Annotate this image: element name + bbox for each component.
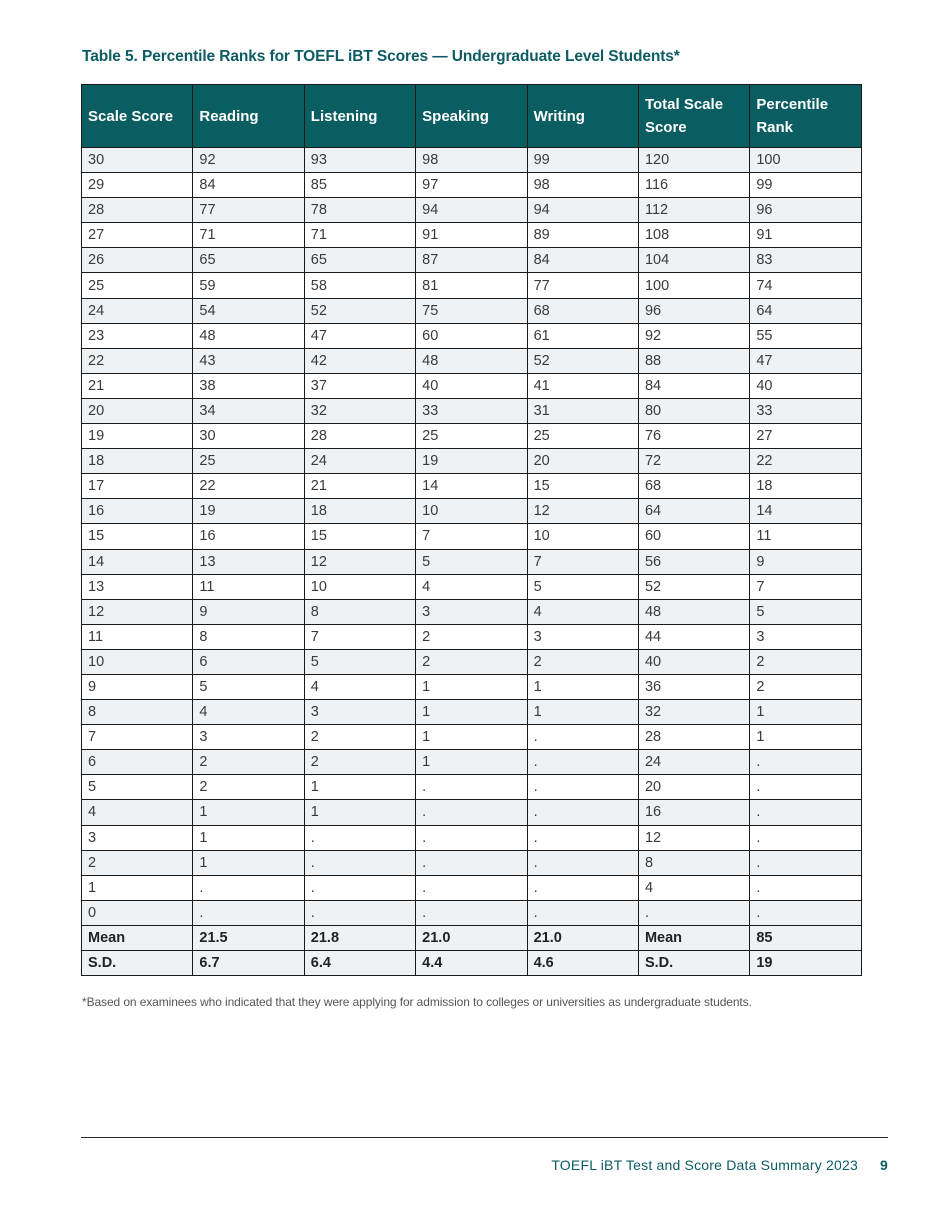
summary-cell: Mean bbox=[82, 925, 193, 950]
column-header: Listening bbox=[304, 85, 415, 148]
table-cell: 48 bbox=[416, 348, 527, 373]
table-cell: 10 bbox=[527, 524, 638, 549]
table-cell: . bbox=[304, 825, 415, 850]
table-cell: 4 bbox=[527, 599, 638, 624]
summary-cell: S.D. bbox=[82, 951, 193, 976]
table-cell: 1 bbox=[527, 700, 638, 725]
table-cell: 36 bbox=[638, 674, 749, 699]
table-cell: 59 bbox=[193, 273, 304, 298]
table-cell: . bbox=[750, 775, 861, 800]
table-cell: 84 bbox=[193, 173, 304, 198]
table-row bbox=[82, 624, 862, 649]
table-cell: 13 bbox=[193, 549, 304, 574]
table-cell: 33 bbox=[750, 398, 861, 423]
table-body bbox=[82, 148, 862, 926]
table-cell: 28 bbox=[304, 424, 415, 449]
table-cell: 9 bbox=[193, 599, 304, 624]
table-cell: . bbox=[416, 825, 527, 850]
table-cell: 65 bbox=[304, 248, 415, 273]
table-cell: . bbox=[416, 875, 527, 900]
table-cell: 38 bbox=[193, 373, 304, 398]
table-cell: 25 bbox=[193, 449, 304, 474]
table-row bbox=[82, 348, 862, 373]
table-cell: 68 bbox=[638, 474, 749, 499]
table-cell: 10 bbox=[82, 649, 193, 674]
table-title: Table 5. Percentile Ranks for TOEFL iBT Scores — Undergraduate Level Students* bbox=[82, 48, 680, 65]
table-cell: 91 bbox=[416, 223, 527, 248]
table-cell: 22 bbox=[82, 348, 193, 373]
table-cell: . bbox=[193, 900, 304, 925]
table-cell: 72 bbox=[638, 449, 749, 474]
table-cell: 84 bbox=[527, 248, 638, 273]
table-cell: 18 bbox=[304, 499, 415, 524]
table-cell: 12 bbox=[638, 825, 749, 850]
summary-cell: 6.4 bbox=[304, 951, 415, 976]
summary-cell: 21.0 bbox=[416, 925, 527, 950]
table-cell: . bbox=[416, 800, 527, 825]
table-cell: 28 bbox=[82, 198, 193, 223]
table-row bbox=[82, 825, 862, 850]
table-cell: 1 bbox=[527, 674, 638, 699]
table-cell: 12 bbox=[527, 499, 638, 524]
table-cell: 11 bbox=[193, 574, 304, 599]
table-cell: 24 bbox=[638, 750, 749, 775]
table-cell: 60 bbox=[416, 323, 527, 348]
table-cell: 14 bbox=[416, 474, 527, 499]
table-row bbox=[82, 273, 862, 298]
table-cell: 1 bbox=[416, 700, 527, 725]
table-cell: 16 bbox=[638, 800, 749, 825]
table-cell: 1 bbox=[750, 700, 861, 725]
table-cell: 3 bbox=[193, 725, 304, 750]
table-cell: 47 bbox=[304, 323, 415, 348]
table-cell: 24 bbox=[82, 298, 193, 323]
table-cell: 81 bbox=[416, 273, 527, 298]
table-cell: 71 bbox=[304, 223, 415, 248]
table-cell: 5 bbox=[82, 775, 193, 800]
table-row bbox=[82, 248, 862, 273]
table-cell: 9 bbox=[750, 549, 861, 574]
table-cell: 2 bbox=[193, 775, 304, 800]
table-row bbox=[82, 223, 862, 248]
summary-cell: Mean bbox=[638, 925, 749, 950]
table-cell: 97 bbox=[416, 173, 527, 198]
table-cell: 19 bbox=[82, 424, 193, 449]
table-cell: 11 bbox=[82, 624, 193, 649]
table-cell: . bbox=[527, 875, 638, 900]
table-row bbox=[82, 173, 862, 198]
table-cell: 24 bbox=[304, 449, 415, 474]
table-cell: 40 bbox=[750, 373, 861, 398]
table-cell: 18 bbox=[82, 449, 193, 474]
column-header: Total Scale Score bbox=[638, 85, 749, 148]
table-cell: 16 bbox=[193, 524, 304, 549]
table-cell: 13 bbox=[82, 574, 193, 599]
table-cell: 64 bbox=[638, 499, 749, 524]
table-row bbox=[82, 398, 862, 423]
table-cell: 1 bbox=[193, 850, 304, 875]
table-row bbox=[82, 599, 862, 624]
table-cell: 6 bbox=[193, 649, 304, 674]
table-cell: 99 bbox=[527, 148, 638, 173]
table-cell: 56 bbox=[638, 549, 749, 574]
table-cell: 85 bbox=[304, 173, 415, 198]
table-cell: 75 bbox=[416, 298, 527, 323]
table-row bbox=[82, 800, 862, 825]
table-cell: 32 bbox=[304, 398, 415, 423]
table-cell: 89 bbox=[527, 223, 638, 248]
table-cell: 4 bbox=[82, 800, 193, 825]
table-cell: 5 bbox=[750, 599, 861, 624]
table-header-row bbox=[82, 85, 862, 148]
table-cell: 98 bbox=[416, 148, 527, 173]
table-cell: 37 bbox=[304, 373, 415, 398]
table-cell: . bbox=[193, 875, 304, 900]
table-cell: 21 bbox=[82, 373, 193, 398]
table-cell: 40 bbox=[638, 649, 749, 674]
table-cell: 77 bbox=[193, 198, 304, 223]
table-row bbox=[82, 850, 862, 875]
table-cell: 100 bbox=[638, 273, 749, 298]
table-row bbox=[82, 900, 862, 925]
page-number: 9 bbox=[880, 1157, 888, 1173]
table-cell: 26 bbox=[82, 248, 193, 273]
table-cell: 92 bbox=[193, 148, 304, 173]
table-cell: . bbox=[527, 725, 638, 750]
table-cell: 4 bbox=[193, 700, 304, 725]
table-cell: 27 bbox=[750, 424, 861, 449]
table-cell: 3 bbox=[82, 825, 193, 850]
table-cell: 93 bbox=[304, 148, 415, 173]
table-cell: 116 bbox=[638, 173, 749, 198]
column-header: Reading bbox=[193, 85, 304, 148]
table-cell: 28 bbox=[638, 725, 749, 750]
table-cell: 52 bbox=[527, 348, 638, 373]
table-cell: . bbox=[304, 875, 415, 900]
table-cell: 7 bbox=[527, 549, 638, 574]
table-row bbox=[82, 449, 862, 474]
page-footer bbox=[551, 1157, 888, 1173]
table-row bbox=[82, 549, 862, 574]
table-cell: . bbox=[750, 800, 861, 825]
table-cell: . bbox=[416, 900, 527, 925]
table-cell: 120 bbox=[638, 148, 749, 173]
table-cell: . bbox=[304, 900, 415, 925]
table-row bbox=[82, 649, 862, 674]
table-row bbox=[82, 148, 862, 173]
table-cell: 30 bbox=[82, 148, 193, 173]
table-cell: . bbox=[750, 850, 861, 875]
table-cell: 8 bbox=[193, 624, 304, 649]
table-cell: 5 bbox=[416, 549, 527, 574]
table-cell: . bbox=[527, 825, 638, 850]
table-row bbox=[82, 198, 862, 223]
table-cell: 19 bbox=[416, 449, 527, 474]
table-cell: 80 bbox=[638, 398, 749, 423]
table-cell: 22 bbox=[193, 474, 304, 499]
table-row bbox=[82, 750, 862, 775]
table-cell: 29 bbox=[82, 173, 193, 198]
footer-divider bbox=[81, 1137, 888, 1138]
table-cell: 7 bbox=[416, 524, 527, 549]
column-header: Writing bbox=[527, 85, 638, 148]
summary-cell: 21.0 bbox=[527, 925, 638, 950]
table-cell: 48 bbox=[193, 323, 304, 348]
table-cell: 104 bbox=[638, 248, 749, 273]
table-cell: . bbox=[527, 800, 638, 825]
summary-cell: 21.5 bbox=[193, 925, 304, 950]
table-row bbox=[82, 499, 862, 524]
table-cell: 4 bbox=[416, 574, 527, 599]
table-cell: 92 bbox=[638, 323, 749, 348]
table-cell: 25 bbox=[416, 424, 527, 449]
table-cell: 2 bbox=[82, 850, 193, 875]
table-cell: . bbox=[750, 825, 861, 850]
summary-cell: 4.4 bbox=[416, 951, 527, 976]
table-row bbox=[82, 674, 862, 699]
table-cell: 12 bbox=[82, 599, 193, 624]
footer-title: TOEFL iBT Test and Score Data Summary 2023 bbox=[551, 1157, 858, 1173]
table-cell: 1 bbox=[416, 725, 527, 750]
table-cell: 2 bbox=[416, 649, 527, 674]
table-cell: . bbox=[750, 900, 861, 925]
table-cell: . bbox=[638, 900, 749, 925]
table-cell: 87 bbox=[416, 248, 527, 273]
table-cell: 9 bbox=[82, 674, 193, 699]
table-cell: . bbox=[750, 875, 861, 900]
summary-row bbox=[82, 925, 862, 950]
table-cell: 65 bbox=[193, 248, 304, 273]
table-cell: 18 bbox=[750, 474, 861, 499]
table-cell: 15 bbox=[304, 524, 415, 549]
table-cell: 88 bbox=[638, 348, 749, 373]
table-cell: . bbox=[527, 775, 638, 800]
table-cell: 10 bbox=[416, 499, 527, 524]
table-cell: 23 bbox=[82, 323, 193, 348]
table-cell: 11 bbox=[750, 524, 861, 549]
table-cell: 2 bbox=[304, 725, 415, 750]
table-cell: 8 bbox=[638, 850, 749, 875]
table-cell: . bbox=[527, 850, 638, 875]
summary-row bbox=[82, 951, 862, 976]
table-cell: . bbox=[527, 900, 638, 925]
table-cell: 52 bbox=[304, 298, 415, 323]
table-cell: 2 bbox=[750, 674, 861, 699]
table-row bbox=[82, 574, 862, 599]
summary-cell: S.D. bbox=[638, 951, 749, 976]
table-cell: 41 bbox=[527, 373, 638, 398]
table-cell: 54 bbox=[193, 298, 304, 323]
table-cell: 71 bbox=[193, 223, 304, 248]
table-cell: 14 bbox=[750, 499, 861, 524]
table-cell: 5 bbox=[304, 649, 415, 674]
table-row bbox=[82, 373, 862, 398]
table-cell: 30 bbox=[193, 424, 304, 449]
table-row bbox=[82, 298, 862, 323]
table-row bbox=[82, 700, 862, 725]
table-cell: 20 bbox=[82, 398, 193, 423]
table-cell: 83 bbox=[750, 248, 861, 273]
table-cell: 112 bbox=[638, 198, 749, 223]
table-cell: 58 bbox=[304, 273, 415, 298]
table-row bbox=[82, 725, 862, 750]
summary-cell: 85 bbox=[750, 925, 861, 950]
table-cell: 0 bbox=[82, 900, 193, 925]
table-cell: 19 bbox=[193, 499, 304, 524]
table-cell: 32 bbox=[638, 700, 749, 725]
table-cell: 21 bbox=[304, 474, 415, 499]
summary-cell: 4.6 bbox=[527, 951, 638, 976]
table-cell: 98 bbox=[527, 173, 638, 198]
table-cell: 1 bbox=[304, 775, 415, 800]
table-cell: 55 bbox=[750, 323, 861, 348]
table-cell: 76 bbox=[638, 424, 749, 449]
column-header: Scale Score bbox=[82, 85, 193, 148]
table-cell: 1 bbox=[82, 875, 193, 900]
table-cell: 20 bbox=[527, 449, 638, 474]
table-cell: 2 bbox=[527, 649, 638, 674]
table-cell: 12 bbox=[304, 549, 415, 574]
table-cell: 108 bbox=[638, 223, 749, 248]
table-cell: 61 bbox=[527, 323, 638, 348]
table-cell: 3 bbox=[750, 624, 861, 649]
column-header: Percentile Rank bbox=[750, 85, 861, 148]
column-header: Speaking bbox=[416, 85, 527, 148]
table-cell: 3 bbox=[304, 700, 415, 725]
table-cell: 15 bbox=[527, 474, 638, 499]
table-cell: . bbox=[416, 850, 527, 875]
footnote: *Based on examinees who indicated that they were applying for admission to colleges or universities as undergraduate students. bbox=[82, 995, 752, 1009]
table-cell: 96 bbox=[638, 298, 749, 323]
table-cell: 27 bbox=[82, 223, 193, 248]
table-cell: 7 bbox=[750, 574, 861, 599]
table-cell: 4 bbox=[638, 875, 749, 900]
table-cell: 1 bbox=[193, 825, 304, 850]
table-row bbox=[82, 524, 862, 549]
table-cell: 94 bbox=[527, 198, 638, 223]
table-cell: 34 bbox=[193, 398, 304, 423]
table-cell: 8 bbox=[304, 599, 415, 624]
table-cell: . bbox=[416, 775, 527, 800]
table-cell: 2 bbox=[750, 649, 861, 674]
table-cell: 1 bbox=[193, 800, 304, 825]
table-cell: 84 bbox=[638, 373, 749, 398]
table-row bbox=[82, 875, 862, 900]
table-cell: 3 bbox=[416, 599, 527, 624]
table-cell: 10 bbox=[304, 574, 415, 599]
table-cell: 14 bbox=[82, 549, 193, 574]
table-cell: 1 bbox=[416, 674, 527, 699]
table-cell: 2 bbox=[416, 624, 527, 649]
table-cell: 48 bbox=[638, 599, 749, 624]
table-cell: . bbox=[527, 750, 638, 775]
table-cell: 2 bbox=[304, 750, 415, 775]
table-cell: 68 bbox=[527, 298, 638, 323]
table-cell: 43 bbox=[193, 348, 304, 373]
table-cell: 1 bbox=[304, 800, 415, 825]
table-cell: . bbox=[304, 850, 415, 875]
table-cell: 42 bbox=[304, 348, 415, 373]
table-cell: 1 bbox=[416, 750, 527, 775]
table-row bbox=[82, 474, 862, 499]
table-cell: 64 bbox=[750, 298, 861, 323]
table-cell: 16 bbox=[82, 499, 193, 524]
table-row bbox=[82, 775, 862, 800]
table-cell: 99 bbox=[750, 173, 861, 198]
table-cell: 6 bbox=[82, 750, 193, 775]
summary-cell: 21.8 bbox=[304, 925, 415, 950]
table-cell: 22 bbox=[750, 449, 861, 474]
table-cell: 94 bbox=[416, 198, 527, 223]
table-cell: 7 bbox=[82, 725, 193, 750]
table-cell: 60 bbox=[638, 524, 749, 549]
table-cell: 5 bbox=[527, 574, 638, 599]
table-cell: 96 bbox=[750, 198, 861, 223]
table-cell: 74 bbox=[750, 273, 861, 298]
table-cell: 91 bbox=[750, 223, 861, 248]
table-cell: 78 bbox=[304, 198, 415, 223]
table-cell: 4 bbox=[304, 674, 415, 699]
table-cell: 31 bbox=[527, 398, 638, 423]
summary-cell: 19 bbox=[750, 951, 861, 976]
table-summary bbox=[82, 925, 862, 975]
table-cell: 3 bbox=[527, 624, 638, 649]
table-cell: 17 bbox=[82, 474, 193, 499]
table-cell: 100 bbox=[750, 148, 861, 173]
table-cell: 40 bbox=[416, 373, 527, 398]
table-cell: 5 bbox=[193, 674, 304, 699]
table-cell: 8 bbox=[82, 700, 193, 725]
percentile-rank-table bbox=[81, 84, 862, 976]
summary-cell: 6.7 bbox=[193, 951, 304, 976]
table-cell: 15 bbox=[82, 524, 193, 549]
table-cell: 77 bbox=[527, 273, 638, 298]
table-cell: 2 bbox=[193, 750, 304, 775]
table-cell: 52 bbox=[638, 574, 749, 599]
table-cell: 1 bbox=[750, 725, 861, 750]
table-cell: 25 bbox=[82, 273, 193, 298]
table-cell: 47 bbox=[750, 348, 861, 373]
table-row bbox=[82, 323, 862, 348]
table-cell: 7 bbox=[304, 624, 415, 649]
table-cell: 33 bbox=[416, 398, 527, 423]
table-row bbox=[82, 424, 862, 449]
table-cell: . bbox=[750, 750, 861, 775]
table-cell: 20 bbox=[638, 775, 749, 800]
table-cell: 25 bbox=[527, 424, 638, 449]
table-cell: 44 bbox=[638, 624, 749, 649]
